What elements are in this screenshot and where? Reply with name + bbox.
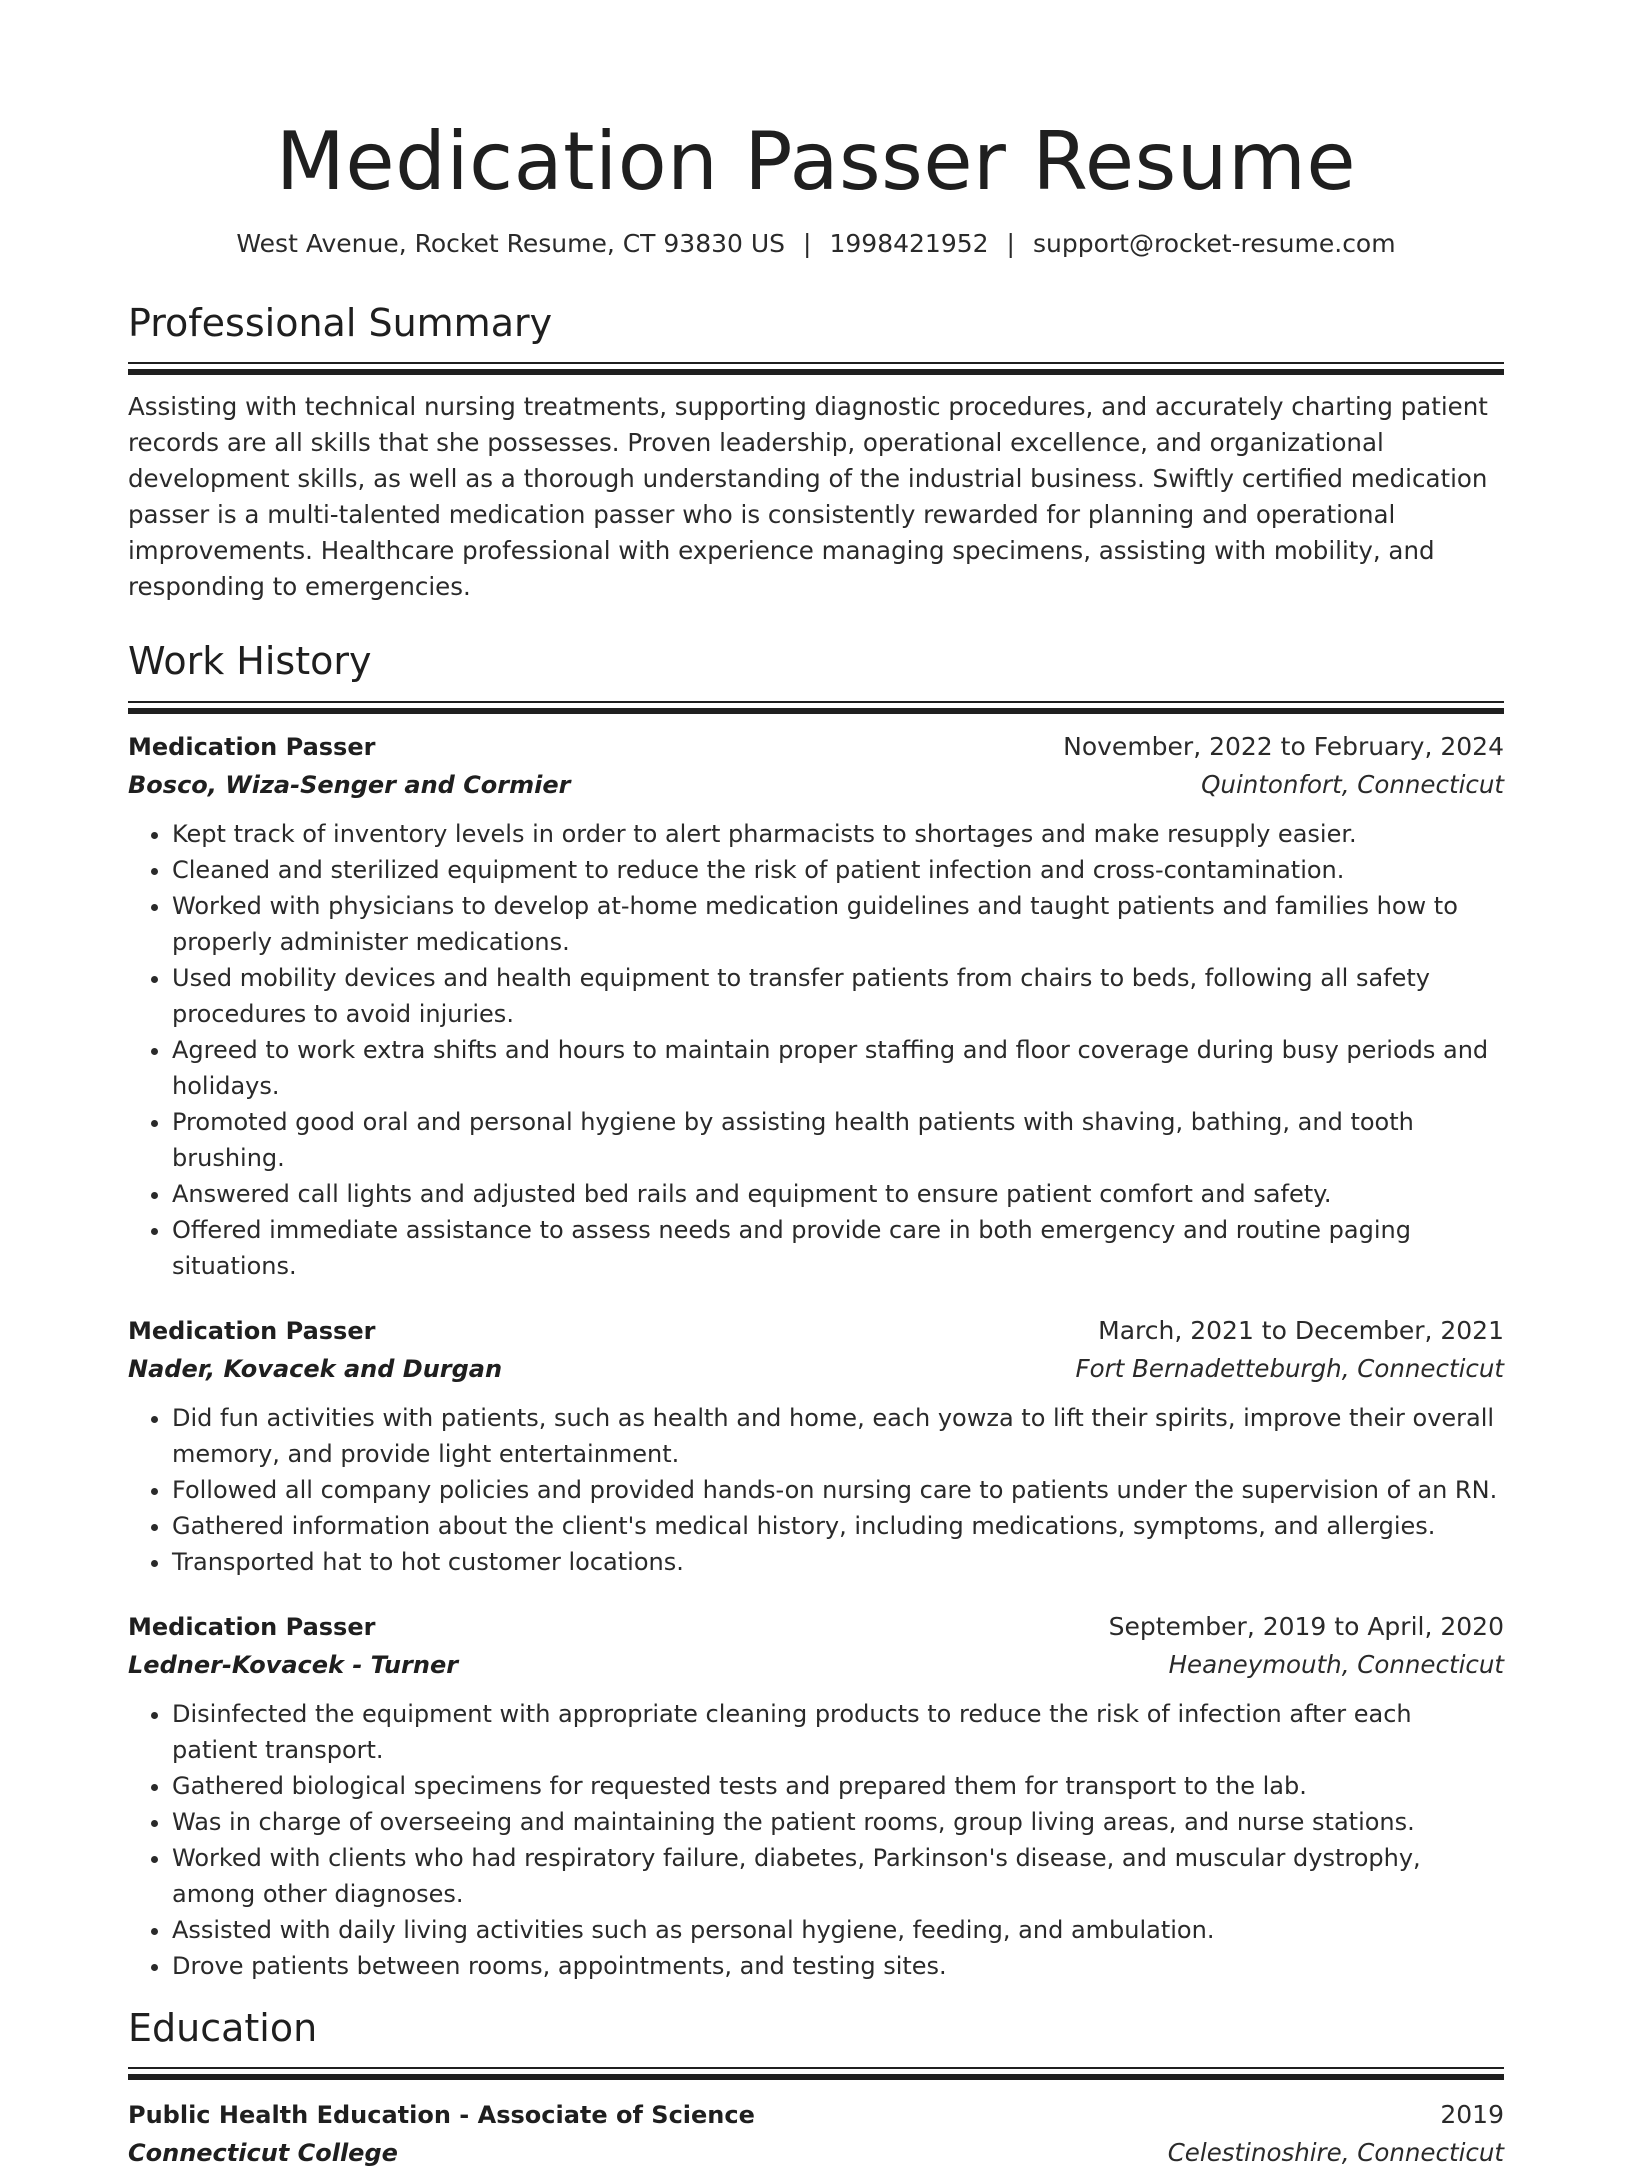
job-entry	[128, 1312, 1504, 1580]
job-duty-item: • Drove patients between rooms, appointments, and testing sites.	[172, 1948, 1504, 1984]
job-subheader	[128, 766, 1504, 804]
education-degree: Public Health Education - Associate of Science	[128, 2101, 755, 2130]
contact-separator: |	[803, 229, 812, 258]
job-header	[128, 1312, 1504, 1350]
job-duty-item: • Gathered biological specimens for requested tests and prepared them for transport to the lab.	[172, 1768, 1504, 1804]
job-duty-item: • Gathered information about the client's medical history, including medications, symptoms, and allergies.	[172, 1508, 1504, 1544]
summary-section	[128, 301, 1504, 606]
section-divider	[128, 362, 1504, 375]
job-subheader	[128, 1350, 1504, 1388]
job-entry	[128, 728, 1504, 1284]
work-history-section	[128, 639, 1504, 1984]
summary-text: Assisting with technical nursing treatments, supporting diagnostic procedures, and accurately charting patient records are all skills that she possesses. Proven leadership, operational excellence, and organizational development skills, as well as a thorough understanding of the industrial business. Swiftly certified medication passer is a multi-talented medication passer who is consistently rewarded for planning and operational improvements. Healthcare professional with experience managing specimens, assisting with mobility, and responding to emergencies.	[128, 392, 1488, 602]
job-subheader	[128, 1646, 1504, 1684]
section-divider	[128, 701, 1504, 714]
education-school: Connecticut College	[128, 2139, 398, 2168]
job-duty-item: • Kept track of inventory levels in order to alert pharmacists to shortages and make resupply easier.	[172, 816, 1504, 852]
job-duties	[128, 1400, 1504, 1580]
education-entry	[128, 2096, 1504, 2172]
job-duty-item: • Worked with physicians to develop at-home medication guidelines and taught patients and families how to properly administer medications.	[172, 888, 1504, 960]
job-company: Ledner-Kovacek - Turner	[128, 1650, 459, 1679]
contact-address: West Avenue, Rocket Resume, CT 93830 US	[236, 229, 786, 258]
contact-phone: 1998421952	[829, 229, 989, 258]
job-duty-item: • Disinfected the equipment with appropriate cleaning products to reduce the risk of infection after each patient transport.	[172, 1696, 1504, 1768]
job-duty-item: • Used mobility devices and health equipment to transfer patients from chairs to beds, following all safety procedures to avoid injuries.	[172, 960, 1504, 1032]
job-location: Fort Bernadetteburgh, Connecticut	[1075, 1353, 1504, 1383]
job-company: Bosco, Wiza-Senger and Cormier	[128, 770, 571, 799]
job-duty-item: • Offered immediate assistance to assess needs and provide care in both emergency and routine paging situations.	[172, 1212, 1504, 1284]
job-title: Medication Passer	[128, 1612, 376, 1641]
job-header	[128, 728, 1504, 766]
education-subheader	[128, 2134, 1504, 2172]
job-duties	[128, 1696, 1504, 1984]
job-dates: September, 2019 to April, 2020	[1108, 1611, 1504, 1641]
section-divider	[128, 2067, 1504, 2080]
resume-title: Medication Passer Resume	[275, 115, 1357, 208]
job-duty-item: • Was in charge of overseeing and maintaining the patient rooms, group living areas, and nurse stations.	[172, 1804, 1504, 1840]
education-location: Celestinoshire, Connecticut	[1167, 2138, 1504, 2168]
job-header	[128, 1608, 1504, 1646]
education-year: 2019	[1440, 2100, 1504, 2130]
contact-separator: |	[1006, 229, 1015, 258]
job-duty-item: • Answered call lights and adjusted bed rails and equipment to ensure patient comfort and safety.	[172, 1176, 1504, 1212]
section-heading: Education	[128, 2005, 318, 2050]
contact-email: support@rocket-resume.com	[1032, 229, 1396, 258]
job-duty-item: • Assisted with daily living activities such as personal hygiene, feeding, and ambulation.	[172, 1912, 1504, 1948]
job-title: Medication Passer	[128, 1316, 376, 1345]
job-duties	[128, 816, 1504, 1284]
job-dates: March, 2021 to December, 2021	[1098, 1315, 1504, 1345]
education-header	[128, 2096, 1504, 2134]
job-company: Nader, Kovacek and Durgan	[128, 1354, 503, 1383]
job-duty-item: • Cleaned and sterilized equipment to reduce the risk of patient infection and cross-contamination.	[172, 852, 1504, 888]
job-duty-item: • Did fun activities with patients, such as health and home, each yowza to lift their spirits, improve their overall memory, and provide light entertainment.	[172, 1400, 1504, 1472]
job-duty-item: • Agreed to work extra shifts and hours to maintain proper staffing and floor coverage during busy periods and holidays.	[172, 1032, 1504, 1104]
section-heading: Professional Summary	[128, 300, 553, 345]
job-dates: November, 2022 to February, 2024	[1063, 731, 1504, 761]
job-duty-item: • Transported hat to hot customer locations.	[172, 1544, 1504, 1580]
section-heading: Work History	[128, 639, 372, 684]
contact-line	[128, 228, 1504, 261]
job-location: Quintonfort, Connecticut	[1201, 769, 1504, 799]
job-entry	[128, 1608, 1504, 1984]
job-duty-item: • Promoted good oral and personal hygiene by assisting health patients with shaving, bathing, and tooth brushing.	[172, 1104, 1504, 1176]
job-title: Medication Passer	[128, 732, 376, 761]
job-duty-item: • Worked with clients who had respiratory failure, diabetes, Parkinson's disease, and muscular dystrophy, among other diagnoses.	[172, 1840, 1504, 1912]
job-location: Heaneymouth, Connecticut	[1168, 1649, 1504, 1679]
education-section	[128, 2006, 1504, 2172]
job-duty-item: • Followed all company policies and provided hands-on nursing care to patients under the supervision of an RN.	[172, 1472, 1504, 1508]
